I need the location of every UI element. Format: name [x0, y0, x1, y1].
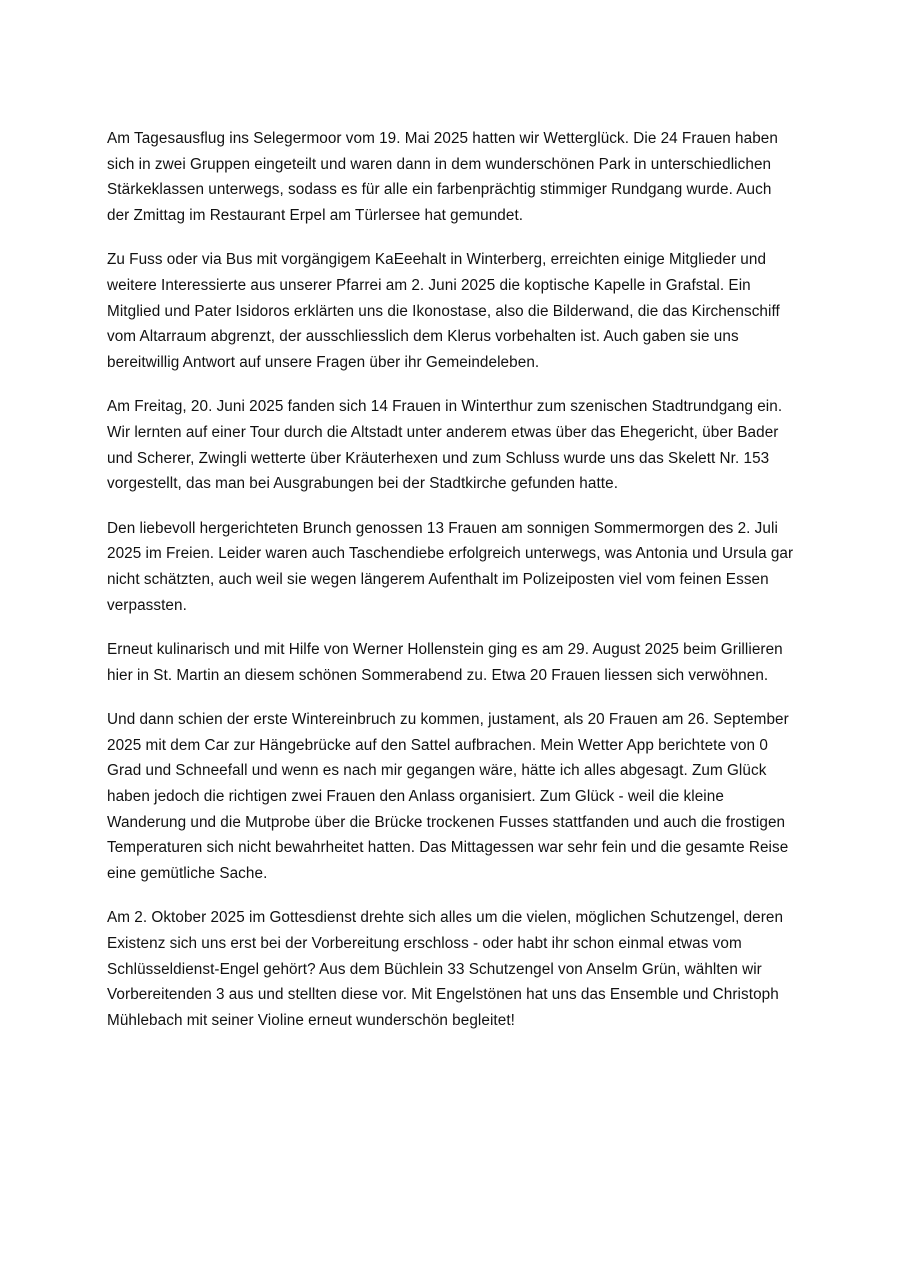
- paragraph-grillieren: Erneut kulinarisch und mit Hilfe von Werner Hollenstein ging es am 29. August 2025 beim Grillieren hier in St. Martin an diesem schönen Sommerabend zu. Etwa 20 Frauen liessen sich verwöhnen.: [107, 641, 783, 684]
- paragraph-schutzengel: Am 2. Oktober 2025 im Gottesdienst drehte sich alles um die vielen, möglichen Schutzengel, deren Existenz sich uns erst bei der Vorbereitung erschloss - oder habt ihr schon einmal etwas vom Schlüsseldienst-Engel gehört? Aus dem Büchlein 33 Schutzengel von Anselm Grün, wählten wir Vorbereitenden 3 aus und stellten diese vor. Mit Engelstönen hat uns das Ensemble und Christoph Mühlebach mit seiner Violine erneut wunderschön begleitet!: [107, 909, 784, 1029]
- paragraph-haengebruecke: Und dann schien der erste Wintereinbruch zu kommen, justament, als 20 Frauen am 26. September 2025 mit dem Car zur Hängebrücke auf den Sattel aufbrachen. Mein Wetter App berichtete von 0 Grad und Schneefall und wenn es nach mir gegangen wäre, hätte ich alles abgesagt. Zum Glück haben jedoch die richtigen zwei Frauen den Anlass organisiert. Zum Glück - weil die kleine Wanderung und die Mutprobe über die Brücke trockenen Fusses stattfanden und auch die frostigen Temperaturen sich nicht bewahrheitet hatten. Das Mittagessen war sehr fein und die gesamte Reise eine gemütliche Sache.: [107, 711, 789, 882]
- paragraph-selegermoor: Am Tagesausflug ins Selegermoor vom 19. Mai 2025 hatten wir Wetterglück. Die 24 Frauen haben sich in zwei Gruppen eingeteilt und waren dann in dem wunderschönen Park in unterschiedlichen Stärkeklassen unterwegs, sodass es für alle ein farbenprächtig stimmiger Rundgang wurde. Auch der Zmittag im Restaurant Erpel am Türlersee hat gemundet.: [107, 130, 778, 224]
- document-text-column: [107, 126, 795, 1033]
- paragraph-winterthur: Am Freitag, 20. Juni 2025 fanden sich 14 Frauen in Winterthur zum szenischen Stadtrundgang ein. Wir lernten auf einer Tour durch die Altstadt unter anderem etwas über das Ehegericht, über Bader und Scherer, Zwingli wetterte über Kräuterhexen und zum Schluss wurde uns das Skelett Nr. 153 vorgestellt, das man bei Ausgrabungen bei der Stadtkirche gefunden hatte.: [107, 398, 783, 493]
- paragraph-brunch: Den liebevoll hergerichteten Brunch genossen 13 Frauen am sonnigen Sommermorgen des 2. Juli 2025 im Freien. Leider waren auch Taschendiebe erfolgreich unterwegs, was Antonia und Ursula gar nicht schätzten, auch weil sie wegen längerem Aufenthalt im Polizeiposten viel vom feinen Essen verpassten.: [107, 519, 794, 614]
- paragraph-grafstal: Zu Fuss oder via Bus mit vorgängigem KaEeehalt in Winterberg, erreichten einige Mitglieder und weitere Interessierte aus unserer Pfarrei am 2. Juni 2025 die koptische Kapelle in Grafstal. Ein Mitglied und Pater Isidoros erklärten uns die Ikonostase, also die Bilderwand, die das Kirchenschiff vom Altarraum abgrenzt, der ausschliesslich dem Klerus vorbehalten ist. Auch gaben sie uns bereitwillig Antwort auf unsere Fragen über ihr Gemeindeleben.: [107, 251, 780, 371]
